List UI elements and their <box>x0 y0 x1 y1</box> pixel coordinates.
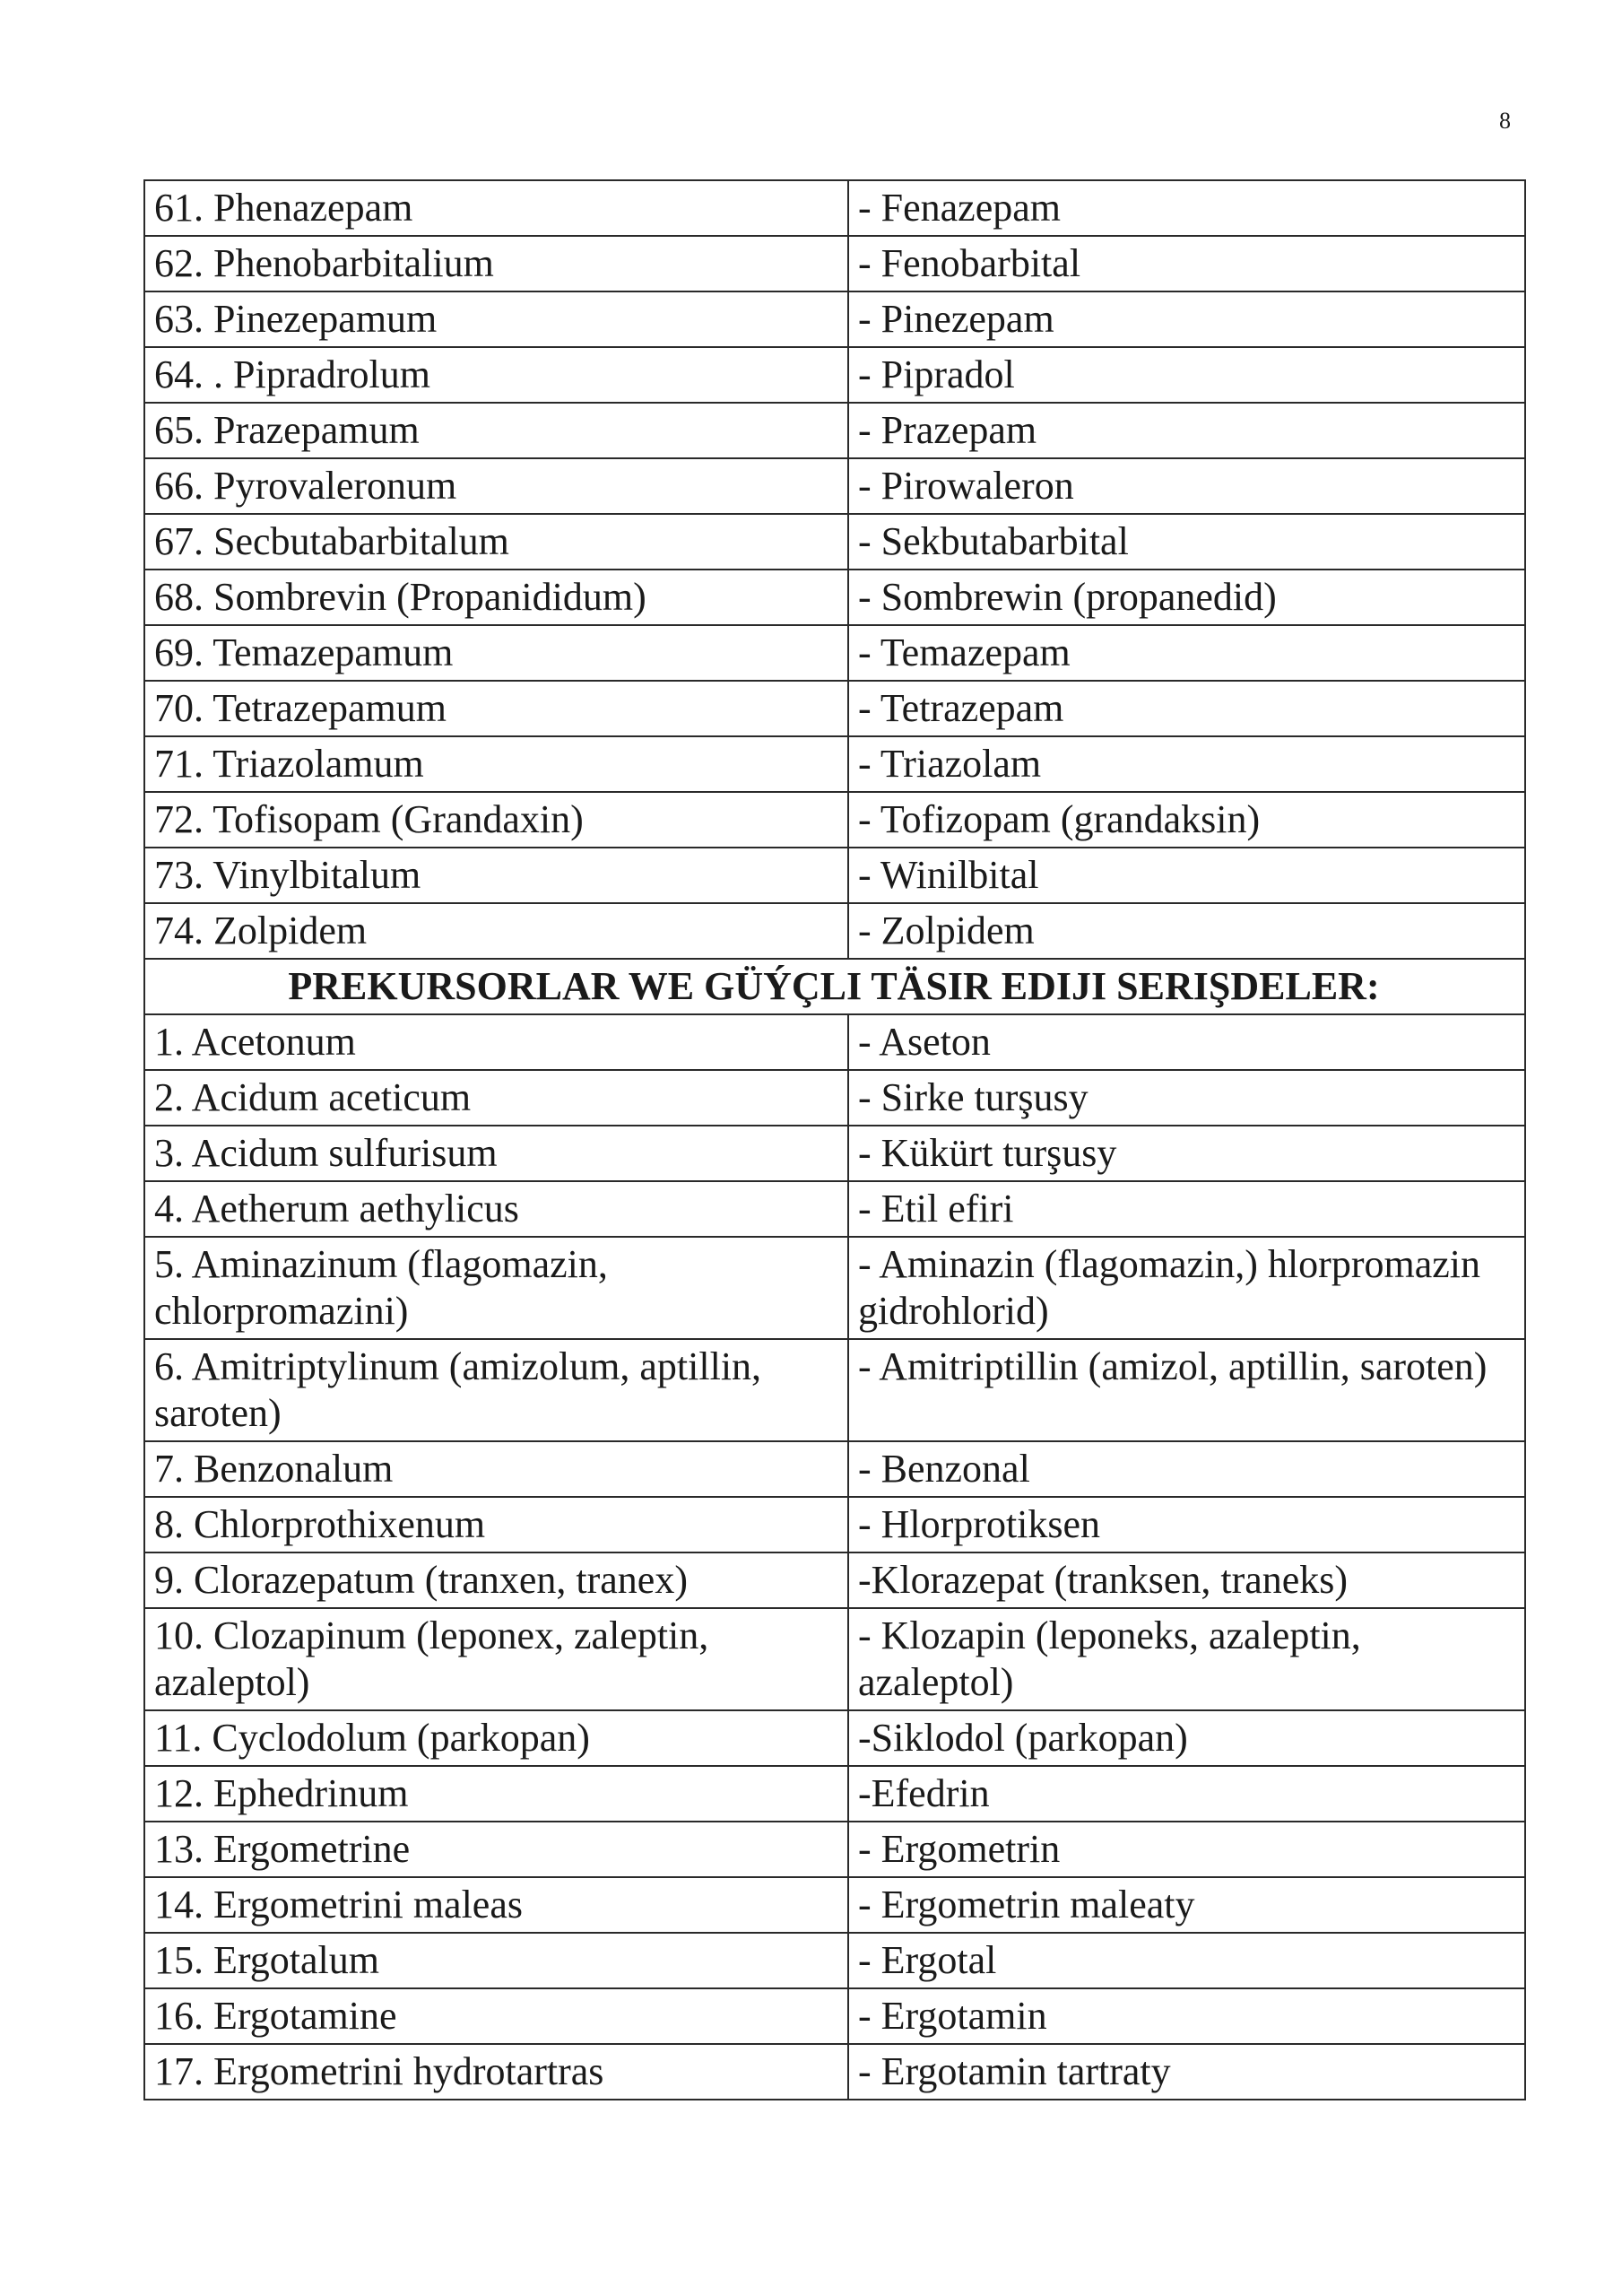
local-name-cell: - Sekbutabarbital <box>848 514 1525 570</box>
table-row <box>144 1014 1525 1070</box>
latin-name-cell: 66. Pyrovaleronum <box>144 458 848 514</box>
latin-name-cell: 65. Prazepamum <box>144 403 848 458</box>
latin-name-cell: 67. Secbutabarbitalum <box>144 514 848 570</box>
table-row <box>144 1877 1525 1933</box>
latin-name-cell: 72. Tofisopam (Grandaxin) <box>144 792 848 848</box>
latin-name-cell: 71. Triazolamum <box>144 736 848 792</box>
latin-name-cell: 64. . Pipradrolum <box>144 347 848 403</box>
section-heading-row <box>144 959 1525 1014</box>
latin-name-cell: 63. Pinezepamum <box>144 291 848 347</box>
local-name-cell: - Ergotamin tartraty <box>848 2044 1525 2100</box>
table-section-top <box>144 180 1525 959</box>
local-name-cell: - Aminazin (flagomazin,) hlorpromazin gidrohlorid) <box>848 1237 1525 1339</box>
local-name-cell: -Efedrin <box>848 1766 1525 1822</box>
local-name-cell: - Zolpidem <box>848 903 1525 959</box>
table-section-bottom <box>144 1014 1525 2100</box>
local-name-cell: - Triazolam <box>848 736 1525 792</box>
latin-name-cell: 5. Aminazinum (flagomazin, chlorpromazini) <box>144 1237 848 1339</box>
table-row <box>144 1933 1525 1988</box>
latin-name-cell: 10. Clozapinum (leponex, zaleptin, azaleptol) <box>144 1608 848 1710</box>
table-row <box>144 236 1525 291</box>
table-row <box>144 1710 1525 1766</box>
local-name-cell: - Pinezepam <box>848 291 1525 347</box>
local-name-cell: - Kükürt turşusy <box>848 1126 1525 1181</box>
latin-name-cell: 8. Chlorprothixenum <box>144 1497 848 1552</box>
local-name-cell: - Hlorprotiksen <box>848 1497 1525 1552</box>
latin-name-cell: 2. Acidum aceticum <box>144 1070 848 1126</box>
latin-name-cell: 17. Ergometrini hydrotartras <box>144 2044 848 2100</box>
substance-table-wrapper <box>143 179 1524 2100</box>
latin-name-cell: 13. Ergometrine <box>144 1822 848 1877</box>
table-row <box>144 1552 1525 1608</box>
local-name-cell: - Winilbital <box>848 848 1525 903</box>
local-name-cell: - Fenazepam <box>848 180 1525 236</box>
local-name-cell: - Amitriptillin (amizol, aptillin, saroten) <box>848 1339 1525 1441</box>
table-row <box>144 848 1525 903</box>
table-row <box>144 736 1525 792</box>
table-row <box>144 1766 1525 1822</box>
local-name-cell: - Tofizopam (grandaksin) <box>848 792 1525 848</box>
table-row <box>144 347 1525 403</box>
local-name-cell: - Sombrewin (propanedid) <box>848 570 1525 625</box>
latin-name-cell: 7. Benzonalum <box>144 1441 848 1497</box>
latin-name-cell: 14. Ergometrini maleas <box>144 1877 848 1933</box>
table-row <box>144 403 1525 458</box>
local-name-cell: - Sirke turşusy <box>848 1070 1525 1126</box>
latin-name-cell: 15. Ergotalum <box>144 1933 848 1988</box>
local-name-cell: - Ergometrin maleaty <box>848 1877 1525 1933</box>
local-name-cell: - Fenobarbital <box>848 236 1525 291</box>
substance-table <box>143 179 1526 2100</box>
local-name-cell: - Pirowaleron <box>848 458 1525 514</box>
local-name-cell: - Benzonal <box>848 1441 1525 1497</box>
section-heading: PREKURSORLAR WE GÜÝÇLI TÄSIR EDIJI SERIŞDELER: <box>144 959 1525 1014</box>
table-row <box>144 514 1525 570</box>
local-name-cell: - Ergometrin <box>848 1822 1525 1877</box>
local-name-cell: - Ergotamin <box>848 1988 1525 2044</box>
latin-name-cell: 61. Phenazepam <box>144 180 848 236</box>
local-name-cell: - Tetrazepam <box>848 681 1525 736</box>
local-name-cell: - Klozapin (leponeks, azaleptin, azaleptol) <box>848 1608 1525 1710</box>
table-row <box>144 1237 1525 1339</box>
latin-name-cell: 62. Phenobarbitalium <box>144 236 848 291</box>
table-row <box>144 1070 1525 1126</box>
table-row <box>144 180 1525 236</box>
local-name-cell: -Klorazepat (tranksen, traneks) <box>848 1552 1525 1608</box>
latin-name-cell: 11. Cyclodolum (parkopan) <box>144 1710 848 1766</box>
table-row <box>144 625 1525 681</box>
latin-name-cell: 16. Ergotamine <box>144 1988 848 2044</box>
table-row <box>144 1608 1525 1710</box>
latin-name-cell: 73. Vinylbitalum <box>144 848 848 903</box>
latin-name-cell: 74. Zolpidem <box>144 903 848 959</box>
local-name-cell: - Ergotal <box>848 1933 1525 1988</box>
local-name-cell: - Prazepam <box>848 403 1525 458</box>
table-row <box>144 291 1525 347</box>
latin-name-cell: 6. Amitriptylinum (amizolum, aptillin, saroten) <box>144 1339 848 1441</box>
latin-name-cell: 70. Tetrazepamum <box>144 681 848 736</box>
local-name-cell: - Aseton <box>848 1014 1525 1070</box>
table-row <box>144 792 1525 848</box>
table-section-heading <box>144 959 1525 1014</box>
table-row <box>144 2044 1525 2100</box>
table-row <box>144 1126 1525 1181</box>
table-row <box>144 570 1525 625</box>
local-name-cell: -Siklodol (parkopan) <box>848 1710 1525 1766</box>
table-row <box>144 1339 1525 1441</box>
latin-name-cell: 12. Ephedrinum <box>144 1766 848 1822</box>
table-row <box>144 1441 1525 1497</box>
latin-name-cell: 68. Sombrevin (Propanididum) <box>144 570 848 625</box>
latin-name-cell: 3. Acidum sulfurisum <box>144 1126 848 1181</box>
table-row <box>144 1497 1525 1552</box>
table-row <box>144 458 1525 514</box>
local-name-cell: - Temazepam <box>848 625 1525 681</box>
table-row <box>144 903 1525 959</box>
page-number: 8 <box>1499 108 1511 134</box>
latin-name-cell: 1. Acetonum <box>144 1014 848 1070</box>
latin-name-cell: 69. Temazepamum <box>144 625 848 681</box>
latin-name-cell: 4. Aetherum aethylicus <box>144 1181 848 1237</box>
table-row <box>144 1181 1525 1237</box>
table-row <box>144 1988 1525 2044</box>
local-name-cell: - Etil efiri <box>848 1181 1525 1237</box>
table-row <box>144 681 1525 736</box>
latin-name-cell: 9. Clorazepatum (tranxen, tranex) <box>144 1552 848 1608</box>
table-row <box>144 1822 1525 1877</box>
local-name-cell: - Pipradol <box>848 347 1525 403</box>
